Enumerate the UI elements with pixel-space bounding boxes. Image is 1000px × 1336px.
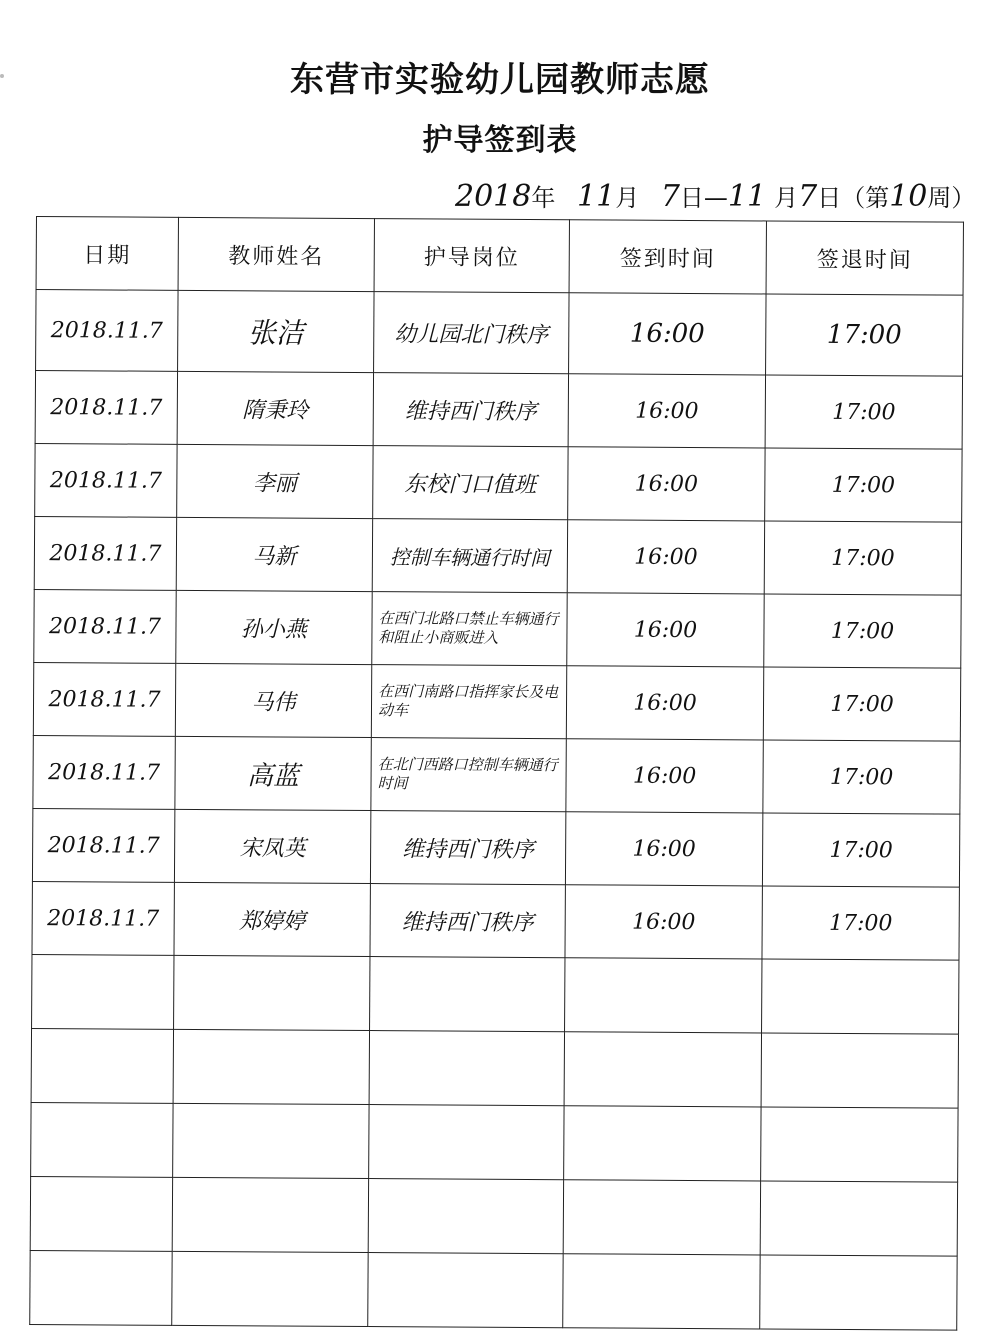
- cell-signout: 17:00: [765, 448, 962, 522]
- empty-row: [32, 954, 959, 1034]
- cell-date: 2018.11.7: [33, 662, 175, 736]
- cell-signout: 17:00: [764, 521, 961, 595]
- period-day-label-2: 日: [817, 184, 842, 212]
- cell-date: 2018.11.7: [32, 881, 174, 955]
- period-day-label: 日: [679, 184, 704, 212]
- empty-cell: [31, 1102, 173, 1177]
- empty-cell: [370, 957, 565, 1032]
- period-year-label: 年: [531, 184, 556, 212]
- cell-post: 控制车辆通行时间: [372, 519, 567, 593]
- cell-post: 幼儿园北门秩序: [374, 292, 569, 374]
- cell-teacher: 马伟: [175, 663, 371, 737]
- cell-signout: 17:00: [762, 886, 959, 960]
- empty-row: [31, 1028, 958, 1108]
- table-row: [32, 808, 959, 887]
- period-year: 2018: [455, 179, 532, 214]
- period-week-close: 周）: [927, 184, 976, 212]
- empty-cell: [761, 1033, 958, 1108]
- signin-sheet: [29, 216, 958, 1318]
- table-row: [33, 735, 960, 814]
- period-month-label-2: 月: [774, 184, 799, 212]
- cell-teacher: 马新: [176, 517, 372, 591]
- empty-cell: [761, 1107, 958, 1182]
- period-start-month: 11: [577, 179, 616, 214]
- col-signout-header: 签退时间: [766, 221, 963, 295]
- empty-row: [31, 1102, 958, 1182]
- cell-post: 东校门口值班: [373, 446, 568, 520]
- cell-signin: 16:00: [567, 520, 764, 594]
- cell-signout: 17:00: [764, 594, 961, 668]
- cell-teacher: 李丽: [177, 444, 373, 518]
- table-row: [33, 662, 960, 741]
- empty-cell: [172, 1177, 368, 1252]
- cell-signout: 17:00: [762, 813, 959, 887]
- cell-date: 2018.11.7: [34, 589, 176, 663]
- cell-signout: 17:00: [763, 667, 960, 741]
- empty-row: [30, 1176, 957, 1256]
- cell-date: 2018.11.7: [36, 290, 178, 372]
- date-period: [455, 178, 976, 222]
- cell-date: 2018.11.7: [34, 516, 176, 590]
- cell-signin: 16:00: [566, 666, 763, 740]
- cell-date: 2018.11.7: [32, 808, 174, 882]
- col-signin-header: 签到时间: [569, 220, 766, 294]
- cell-signout: 17:00: [766, 294, 963, 376]
- period-month-label: 月: [615, 184, 640, 212]
- cell-post: 维持西门秩序: [370, 884, 565, 958]
- cell-teacher: 高蓝: [175, 736, 371, 810]
- cell-signin: 16:00: [565, 885, 762, 959]
- page-title: 东营市实验幼儿园教师志愿: [290, 60, 710, 100]
- cell-date: 2018.11.7: [35, 443, 177, 517]
- cell-teacher: 隋秉玲: [177, 371, 373, 445]
- cell-signout: 17:00: [765, 375, 962, 449]
- empty-cell: [369, 1105, 564, 1180]
- cell-post: 在西门北路口禁止车辆通行和阻止小商贩进入: [372, 592, 567, 666]
- empty-cell: [563, 1254, 760, 1329]
- table-row: [32, 881, 959, 960]
- cell-signin: 16:00: [568, 447, 765, 521]
- cell-post: 维持西门秩序: [370, 811, 565, 885]
- period-week: 10: [889, 179, 928, 214]
- period-dash: —: [703, 184, 728, 212]
- empty-cell: [564, 1032, 761, 1107]
- period-start-day: 7: [660, 179, 680, 214]
- empty-cell: [563, 1180, 760, 1255]
- table-row: [34, 589, 961, 668]
- cell-signout: 17:00: [763, 740, 960, 814]
- empty-cell: [565, 958, 762, 1033]
- table-row: [36, 290, 963, 377]
- empty-cell: [31, 1028, 173, 1103]
- cell-signin: 16:00: [566, 739, 763, 813]
- table-row: [34, 516, 961, 595]
- empty-cell: [32, 954, 174, 1029]
- signin-table: [29, 216, 964, 1331]
- empty-cell: [760, 1255, 957, 1330]
- empty-cell: [369, 1031, 564, 1106]
- empty-cell: [760, 1181, 957, 1256]
- empty-cell: [762, 959, 959, 1034]
- cell-teacher: 张洁: [178, 290, 374, 372]
- period-week-open: （第: [841, 184, 890, 212]
- empty-cell: [174, 955, 370, 1030]
- cell-date: 2018.11.7: [33, 735, 175, 809]
- period-end-month: 11: [727, 179, 767, 214]
- empty-cell: [368, 1179, 563, 1254]
- cell-post: 在西门南路口指挥家长及电动车: [371, 665, 566, 739]
- col-date-header: 日期: [36, 217, 178, 291]
- cell-post: 维持西门秩序: [373, 373, 568, 447]
- empty-cell: [173, 1029, 369, 1104]
- cell-teacher: 郑婷婷: [174, 882, 370, 956]
- cell-post: 在北门西路口控制车辆通行时间: [371, 738, 566, 812]
- empty-cell: [30, 1250, 172, 1325]
- table-row: [35, 371, 962, 450]
- cell-signin: 16:00: [568, 374, 765, 448]
- period-end-day: 7: [798, 179, 818, 214]
- empty-cell: [368, 1253, 563, 1328]
- col-teacher-header: 教师姓名: [178, 217, 374, 291]
- cell-signin: 16:00: [565, 812, 762, 886]
- empty-cell: [30, 1176, 172, 1251]
- table-row: [35, 443, 962, 522]
- cell-date: 2018.11.7: [35, 371, 177, 445]
- empty-cell: [564, 1106, 761, 1181]
- cell-teacher: 宋凤英: [174, 809, 370, 883]
- empty-cell: [173, 1103, 369, 1178]
- empty-row: [30, 1250, 957, 1330]
- cell-signin: 16:00: [569, 293, 766, 375]
- cell-teacher: 孙小燕: [176, 590, 372, 664]
- empty-cell: [172, 1251, 368, 1326]
- page-subtitle: 护导签到表: [422, 123, 578, 158]
- cell-signin: 16:00: [567, 593, 764, 667]
- header-row: [36, 217, 963, 296]
- col-post-header: 护导岗位: [374, 219, 569, 293]
